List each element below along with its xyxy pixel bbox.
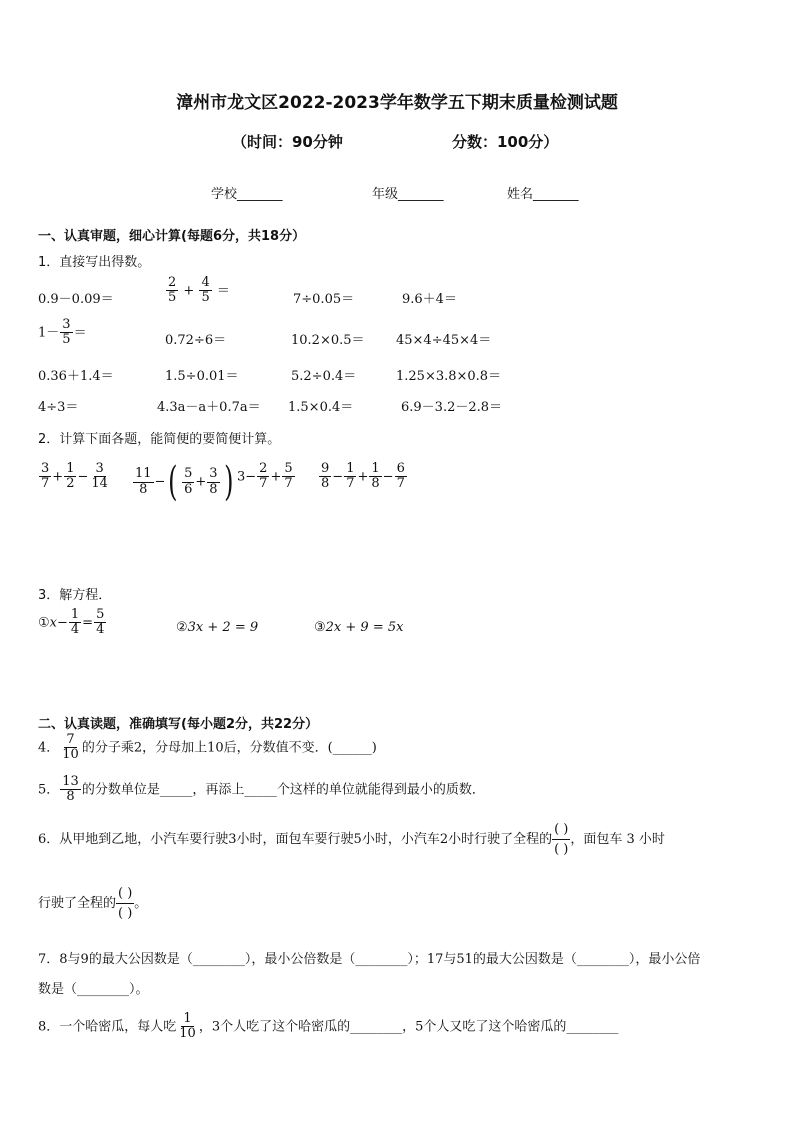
answer-blank: $\frac{( )}{( )}$ <box>554 822 569 857</box>
q1-label: 1．直接写出得数。 <box>38 255 151 270</box>
q3-eq-3: ③2x + 9 = 5x <box>314 620 404 635</box>
q1-r3-a: 0.36＋1.4＝ <box>38 369 114 384</box>
name-field[interactable]: 姓名_______ <box>507 187 579 202</box>
page-title: 漳州市龙文区2022-2023学年数学五下期末质量检测试题 <box>176 93 618 113</box>
section2-heading: 二、认真读题，准确填写(每小题2分，共22分） <box>38 717 319 732</box>
fraction: $\frac{3}{5}$ <box>62 317 71 348</box>
q7-line1: 7．8与9的最大公因数是（________），最小公倍数是（________）；17与51的最大公因数是（________），最小公倍 <box>38 952 701 967</box>
score-label: 分数：100分） <box>452 133 559 151</box>
q6-line2: 行驶了全程的 $\frac{( )}{( )}$ 。 <box>38 886 148 921</box>
q1-r1-c: 7÷0.05＝ <box>293 292 355 307</box>
q3-label: 3．解方程． <box>38 588 112 603</box>
q1-r2-d: 45×4÷45×4＝ <box>396 333 492 348</box>
q1-r4-a: 4÷3＝ <box>38 400 79 415</box>
q1-r3-b: 1.5÷0.01＝ <box>165 369 239 384</box>
q1-r4-d: 6.9－3.2－2.8＝ <box>401 400 503 415</box>
time-label: （时间：90分钟 <box>232 133 343 151</box>
answer-blank: $\frac{( )}{( )}$ <box>118 886 133 921</box>
q1-r3-c: 5.2÷0.4＝ <box>291 369 357 384</box>
q2-expr-4: $\frac{9}{8}$ − $\frac{1}{7}$ + $\frac{1}{8}$ − $\frac{6}{7}$ <box>321 461 405 492</box>
q1-r1-a: 0.9－0.09＝ <box>38 292 114 307</box>
q4: 4． $\frac{7}{10}$ 的分子乘2，分母加上10后，分数值不变．(______) <box>38 732 377 763</box>
q1-r4-c: 1.5×0.4＝ <box>288 400 354 415</box>
q1-r2-a: 1－ $\frac{3}{5}$ ＝ <box>38 317 87 348</box>
school-field[interactable]: 学校_______ <box>211 187 283 202</box>
q1-r3-d: 1.25×3.8×0.8＝ <box>396 369 502 384</box>
q1-r2-c: 10.2×0.5＝ <box>291 333 365 348</box>
q1-r4-b: 4.3a－a＋0.7a＝ <box>157 400 261 415</box>
grade-field[interactable]: 年级_______ <box>372 187 444 202</box>
fraction: $\frac{2}{5}$ <box>168 275 177 306</box>
q1-r2-b: 0.72÷6＝ <box>165 333 227 348</box>
q1-r1-d: 9.6＋4＝ <box>402 292 457 307</box>
q5: 5． $\frac{13}{8}$ 的分数单位是_____，再添上_____个这样的单位就能得到最小的质数． <box>38 774 485 805</box>
q1-r1-b: $\frac{2}{5}$ + $\frac{4}{5}$ ＝ <box>168 275 230 306</box>
q6-line1: 6．从甲地到乙地，小汽车要行驶3小时，面包车要行驶5小时，小汽车2小时行驶了全程的 $\frac{( )}{( )}$ ，面包车 3 小时 <box>38 822 665 857</box>
q3-eq-2: ②3x + 2 = 9 <box>176 620 259 635</box>
q2-label: 2．计算下面各题，能简便的要简便计算。 <box>38 432 281 447</box>
q2-expr-2: $\frac{11}{8}$ −( $\frac{5}{6}$ + $\frac{3}{8}$ ) <box>135 459 234 505</box>
q2-expr-3: 3− $\frac{2}{7}$ + $\frac{5}{7}$ <box>237 461 293 492</box>
q3-eq-1: ①x− $\frac{1}{4}$ = $\frac{5}{4}$ <box>38 607 105 638</box>
section1-heading: 一、认真审题，细心计算(每题6分，共18分） <box>38 229 306 244</box>
q8: 8．一个哈密瓜，每人吃 $\frac{1}{10}$ ，3个人吃了这个哈密瓜的________，5个人又吃了这个哈密瓜的________ <box>38 1011 619 1042</box>
q2-expr-1: $\frac{3}{7}$ + $\frac{1}{2}$ − $\frac{3}{14}$ <box>41 461 108 492</box>
q7-line2: 数是（________）。 <box>38 982 149 997</box>
fraction: $\frac{4}{5}$ <box>201 275 210 306</box>
